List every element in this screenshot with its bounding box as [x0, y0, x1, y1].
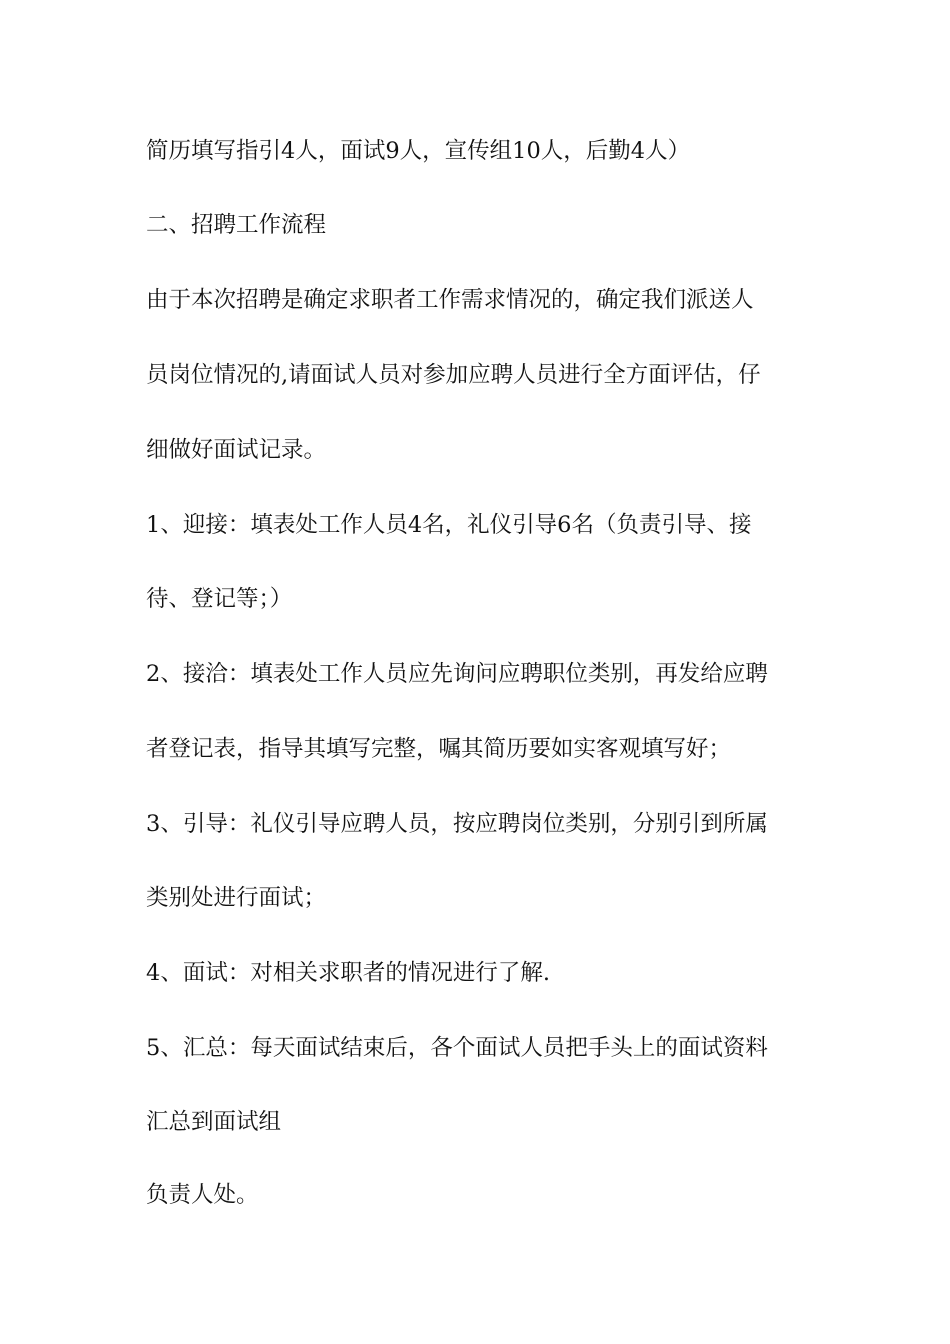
section-heading-process: 二、招聘工作流程 — [146, 212, 327, 238]
text-line-step3-guide: 3、引导：礼仪引导应聘人员，按应聘岗位类别，分别引到所属 — [146, 811, 768, 837]
text-line-step2-cont: 者登记表，指导其填写完整，嘱其简历要如实客观填写好； — [146, 736, 732, 762]
text-line-step5-end: 负责人处。 — [146, 1182, 259, 1208]
text-line-intro-1: 由于本次招聘是确定求职者工作需求情况的，确定我们派送人 — [146, 287, 754, 313]
text-line-step3-cont: 类别处进行面试； — [146, 885, 327, 911]
text-line-intro-3: 细做好面试记录。 — [146, 437, 327, 463]
text-line-staffing: 简历填写指引4人，面试9人，宣传组10人，后勤4人） — [146, 138, 691, 164]
text-line-step4-interview: 4、面试：对相关求职者的情况进行了解. — [146, 960, 550, 986]
text-line-intro-2: 员岗位情况的,请面试人员对参加应聘人员进行全方面评估，仔 — [146, 362, 761, 388]
text-line-step5-summary: 5、汇总：每天面试结束后，各个面试人员把手头上的面试资料 — [146, 1035, 768, 1061]
text-line-step1-reception: 1、迎接：填表处工作人员4名，礼仪引导6名（负责引导、接 — [146, 512, 752, 538]
text-line-step1-cont: 待、登记等；） — [146, 586, 293, 612]
text-line-step5-cont: 汇总到面试组 — [146, 1109, 282, 1135]
text-line-step2-contact: 2、接洽：填表处工作人员应先询问应聘职位类别，再发给应聘 — [146, 661, 768, 687]
